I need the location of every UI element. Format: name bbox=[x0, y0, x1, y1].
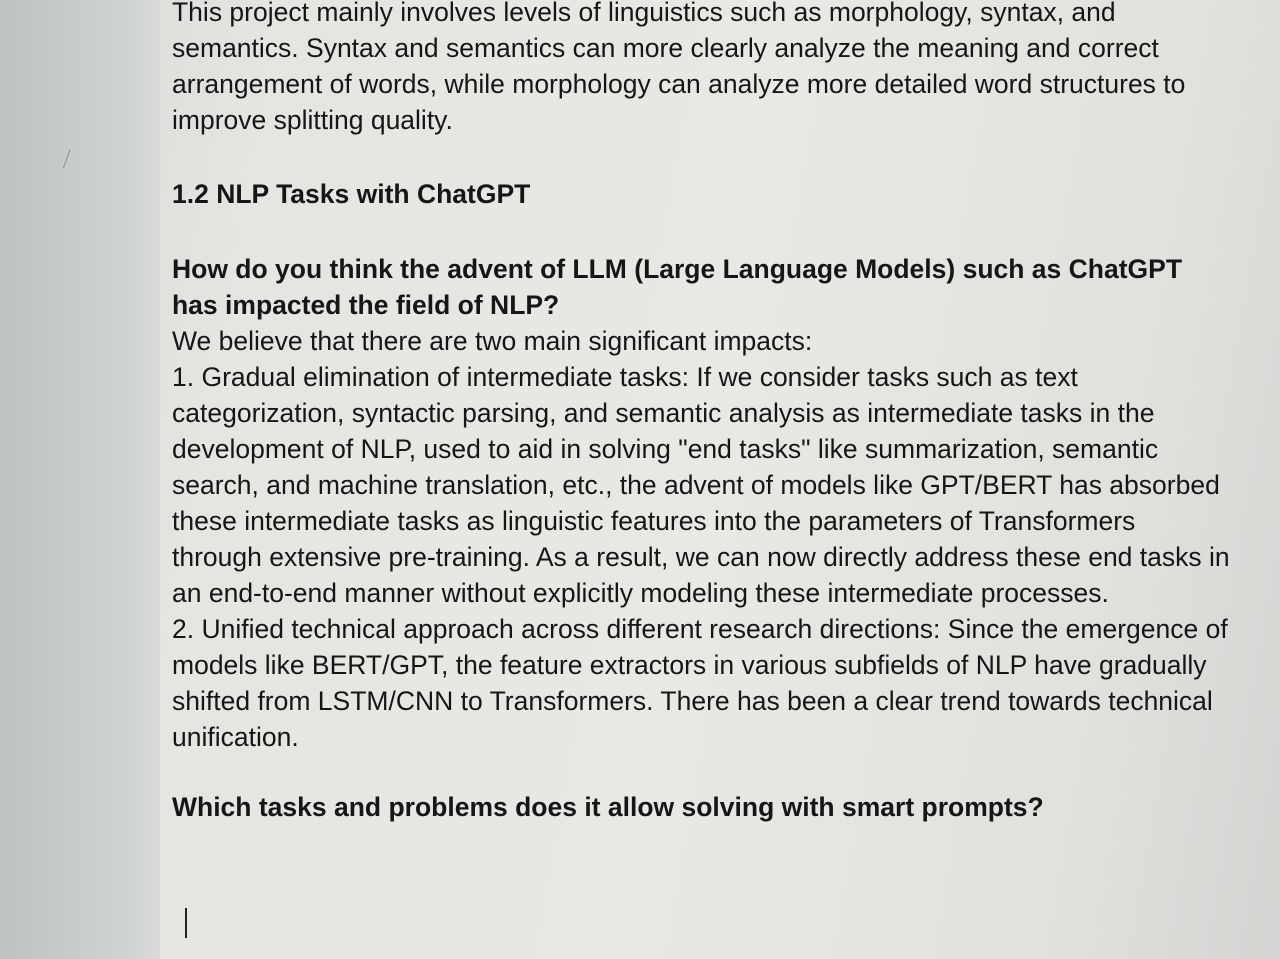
document-body[interactable] bbox=[172, 0, 1232, 825]
answer-point-1: 1. Gradual elimination of intermediate tasks: If we consider tasks such as text categorization, syntactic parsing, and semantic analysis as intermediate tasks in the development of NLP, used to aid in solving "end tasks" like summarization, semantic search, and machine translation, etc., the advent of models like GPT/BERT has absorbed these intermediate tasks as linguistic features into the parameters of Transformers through extensive pre-training. As a result, we can now directly address these end tasks in an end-to-end manner without explicitly modeling these intermediate processes. bbox=[172, 362, 1230, 608]
question-1: How do you think the advent of LLM (Large Language Models) such as ChatGPT has impacted the field of NLP? bbox=[172, 254, 1183, 320]
text-cursor[interactable] bbox=[185, 908, 187, 938]
answer-intro: We believe that there are two main significant impacts: bbox=[172, 326, 813, 356]
answer-point-2: 2. Unified technical approach across different research directions: Since the emergence of models like BERT/GPT, the feature extractors in various subfields of NLP have gradually shifted from LSTM/CNN to Transformers. There has been a clear trend towards technical unification. bbox=[172, 614, 1228, 752]
question-2: Which tasks and problems does it allow solving with smart prompts? bbox=[172, 792, 1044, 822]
section-heading: 1.2 NLP Tasks with ChatGPT bbox=[172, 179, 531, 209]
intro-paragraph: This project mainly involves levels of linguistics such as morphology, syntax, and semantics. Syntax and semantics can more clearly analyze the meaning and correct arrangement of words, while morphology can analyze more detailed word structures to improve splitting quality. bbox=[172, 0, 1186, 135]
page-margin bbox=[0, 0, 160, 959]
